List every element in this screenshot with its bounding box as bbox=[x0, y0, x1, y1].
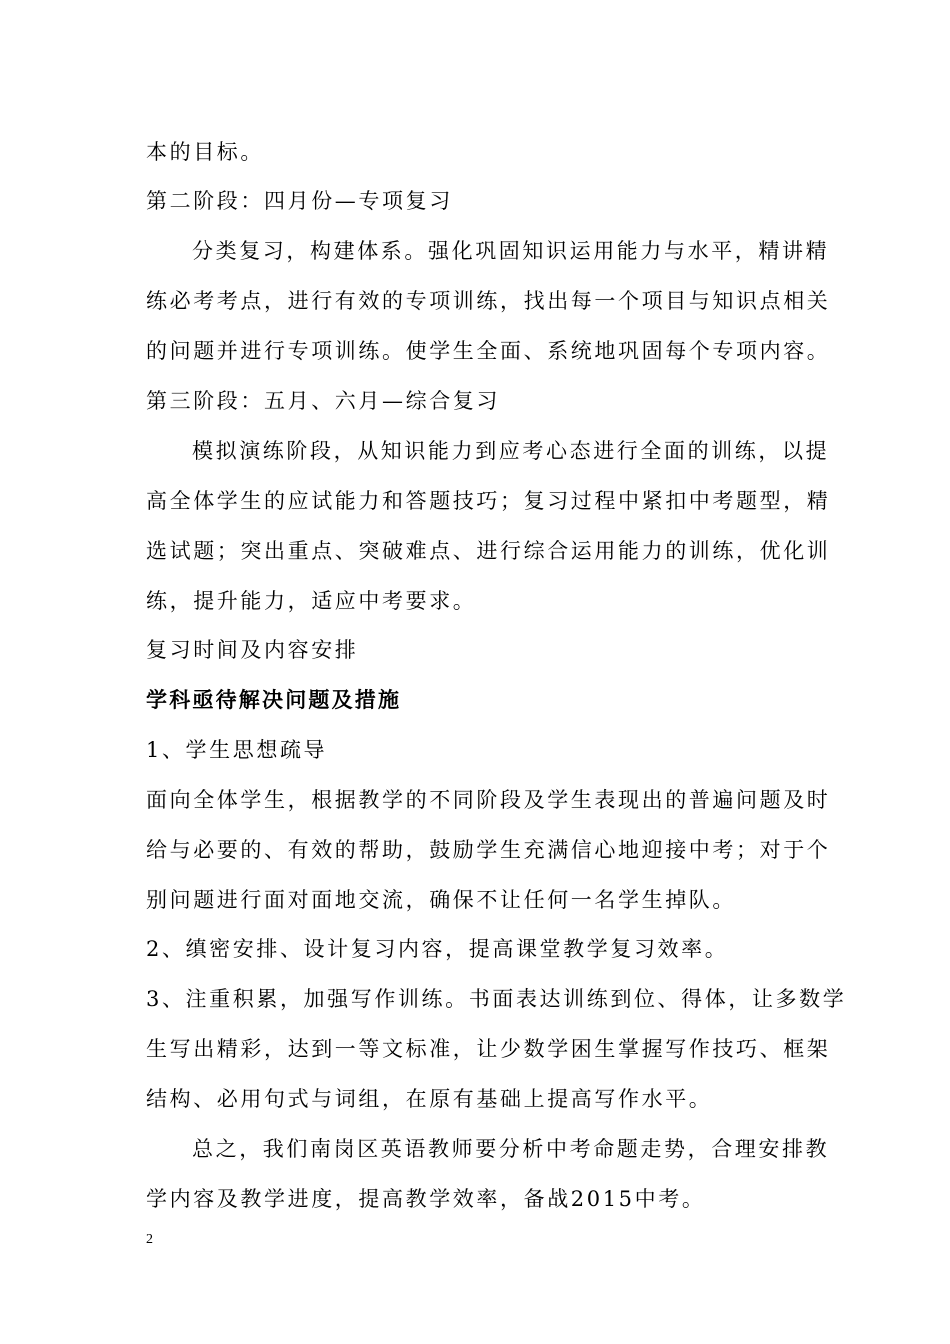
paragraph-line: 本的目标。 bbox=[146, 140, 264, 164]
section-heading-schedule: 复习时间及内容安排 bbox=[146, 638, 359, 662]
paragraph-line: 结构、必用句式与词组，在原有基础上提高写作水平。 bbox=[146, 1087, 713, 1111]
section-heading-stage-three: 第三阶段：五月、六月—综合复习 bbox=[146, 389, 500, 413]
paragraph-line: 给与必要的、有效的帮助，鼓励学生充满信心地迎接中考；对于个 bbox=[146, 838, 831, 862]
paragraph-line: 别问题进行面对面地交流，确保不让任何一名学生掉队。 bbox=[146, 888, 736, 912]
page-number: 2 bbox=[146, 1232, 153, 1247]
paragraph-line: 学内容及教学进度，提高教学效率，备战2015中考。 bbox=[146, 1187, 706, 1211]
section-heading-problems: 学科亟待解决问题及措施 bbox=[146, 688, 402, 712]
paragraph-line: 高全体学生的应试能力和答题技巧；复习过程中紧扣中考题型，精 bbox=[146, 489, 831, 513]
paragraph-line: 的问题并进行专项训练。使学生全面、系统地巩固每个专项内容。 bbox=[146, 339, 831, 363]
paragraph-line: 选试题；突出重点、突破难点、进行综合运用能力的训练，优化训 bbox=[146, 539, 831, 563]
paragraph-line: 模拟演练阶段，从知识能力到应考心态进行全面的训练，以提 bbox=[192, 439, 830, 463]
list-item: 2、缜密安排、设计复习内容，提高课堂教学复习效率。 bbox=[146, 937, 729, 961]
section-heading-stage-two: 第二阶段：四月份—专项复习 bbox=[146, 189, 453, 213]
list-item: 3、注重积累，加强写作训练。书面表达训练到位、得体，让多数学 bbox=[146, 987, 847, 1011]
paragraph-line: 练，提升能力，适应中考要求。 bbox=[146, 589, 477, 613]
paragraph-line: 分类复习，构建体系。强化巩固知识运用能力与水平，精讲精 bbox=[192, 239, 830, 263]
paragraph-line: 总之，我们南岗区英语教师要分析中考命题走势，合理安排教 bbox=[192, 1137, 830, 1161]
list-item-heading: 1、学生思想疏导 bbox=[146, 738, 328, 762]
paragraph-line: 面向全体学生，根据教学的不同阶段及学生表现出的普遍问题及时 bbox=[146, 788, 831, 812]
paragraph-line: 生写出精彩，达到一等文标准，让少数学困生掌握写作技巧、框架 bbox=[146, 1037, 831, 1061]
paragraph-line: 练必考考点，进行有效的专项训练，找出每一个项目与知识点相关 bbox=[146, 289, 831, 313]
